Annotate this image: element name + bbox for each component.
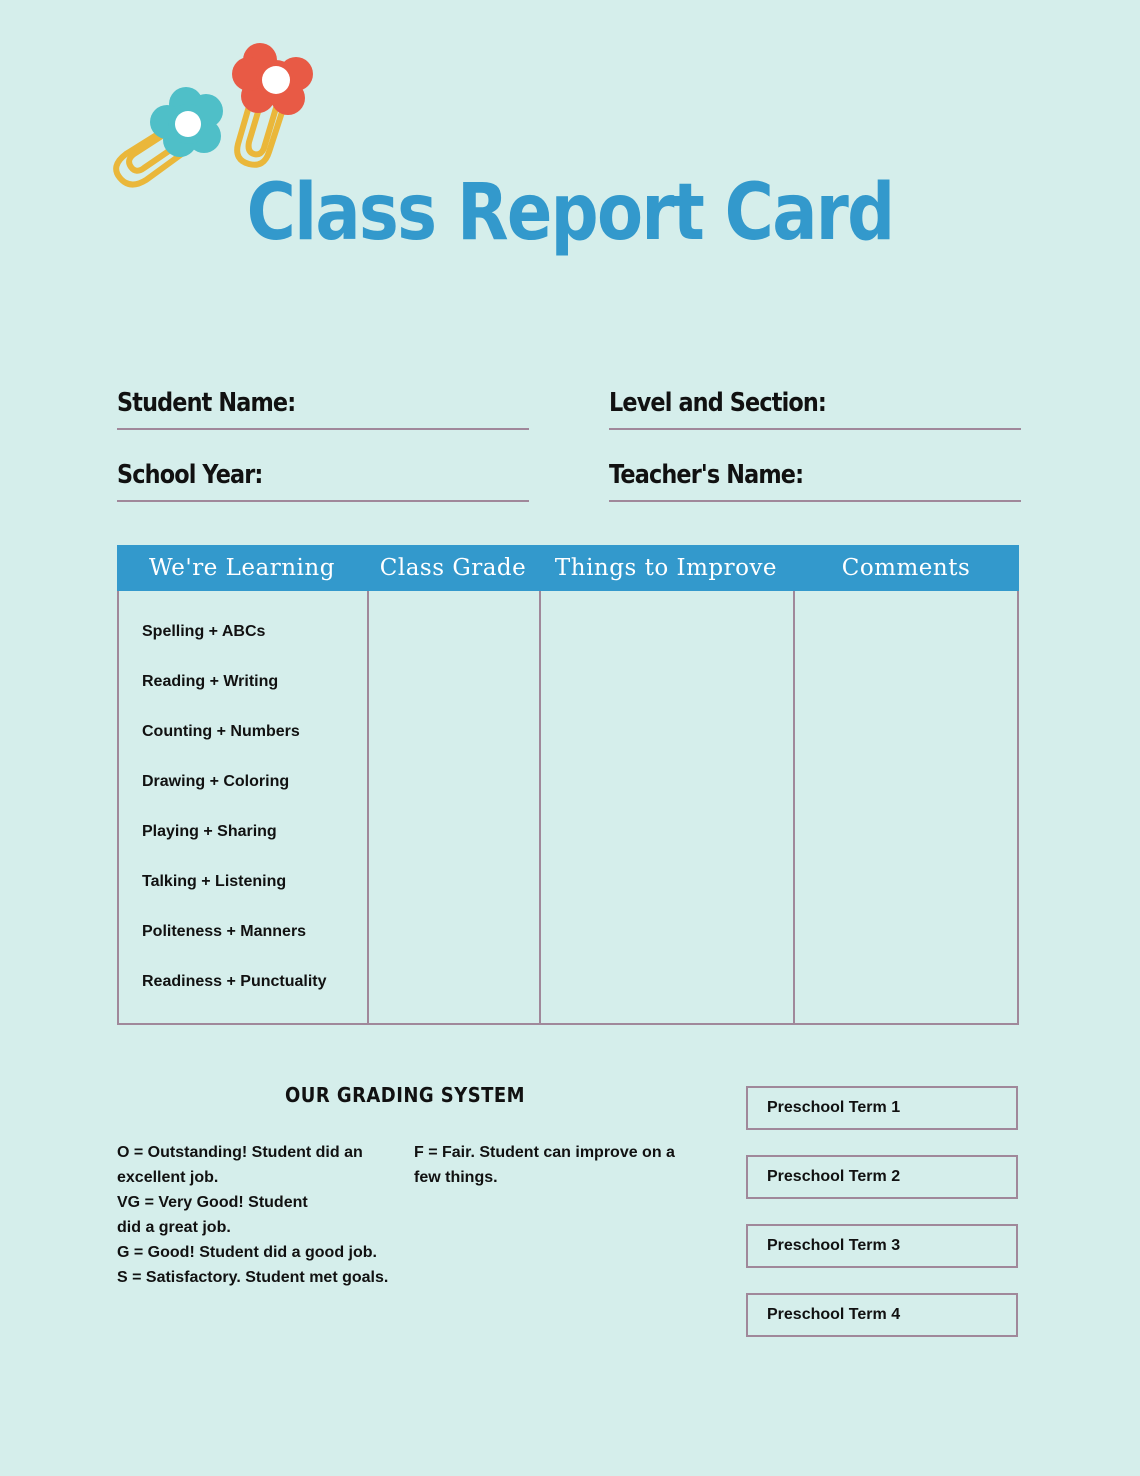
- term-label: Preschool Term 3: [767, 1237, 901, 1254]
- grading-line: did a great job.: [117, 1219, 231, 1236]
- subject-item: Readiness + Punctuality: [142, 973, 327, 990]
- subject-item: Drawing + Coloring: [142, 773, 290, 790]
- term-label: Preschool Term 4: [767, 1306, 901, 1323]
- subject-item: Reading + Writing: [142, 673, 279, 690]
- school-year-field[interactable]: [117, 448, 529, 502]
- grading-legend-left: [117, 1140, 388, 1290]
- grading-line: VG = Very Good! Student: [117, 1194, 308, 1211]
- header-learning: We're Learning: [149, 555, 335, 581]
- level-section-field[interactable]: [609, 376, 1021, 430]
- table-body: [117, 591, 1019, 1025]
- subject-item: Politeness + Manners: [142, 923, 307, 940]
- student-name-field[interactable]: [117, 376, 529, 430]
- header-class-grade: Class Grade: [379, 555, 527, 581]
- header-comments: Comments: [841, 555, 971, 581]
- grading-line: O = Outstanding! Student did an: [117, 1144, 363, 1161]
- term-box-2[interactable]: [746, 1155, 1018, 1199]
- header-things-to-improve: Things to Improve: [554, 555, 778, 581]
- grading-line: excellent job.: [117, 1169, 219, 1186]
- subject-item: Talking + Listening: [142, 873, 287, 890]
- grading-line: G = Good! Student did a good job.: [117, 1244, 377, 1261]
- column-divider: [539, 591, 541, 1023]
- student-name-label: Student Name:: [117, 388, 296, 418]
- term-box-4[interactable]: [746, 1293, 1018, 1337]
- column-divider: [367, 591, 369, 1023]
- subject-item: Spelling + ABCs: [142, 623, 266, 640]
- subject-item: Counting + Numbers: [142, 723, 300, 740]
- grading-system-title: OUR GRADING SYSTEM: [285, 1083, 525, 1107]
- term-label: Preschool Term 2: [767, 1168, 901, 1185]
- column-divider: [793, 591, 795, 1023]
- term-box-3[interactable]: [746, 1224, 1018, 1268]
- table-header: [117, 545, 1019, 591]
- level-section-label: Level and Section:: [609, 388, 827, 418]
- grading-line: few things.: [414, 1169, 498, 1186]
- school-year-label: School Year:: [117, 460, 263, 490]
- report-table: [117, 545, 1019, 1026]
- subject-item: Playing + Sharing: [142, 823, 277, 840]
- page-title: Class Report Card: [246, 168, 894, 258]
- teacher-name-label: Teacher's Name:: [609, 460, 804, 490]
- grading-line: F = Fair. Student can improve on a: [414, 1144, 675, 1161]
- term-label: Preschool Term 1: [767, 1099, 901, 1116]
- grading-line: S = Satisfactory. Student met goals.: [117, 1269, 389, 1286]
- grading-legend-right: [414, 1140, 675, 1190]
- teacher-name-field[interactable]: [609, 448, 1021, 502]
- term-box-1[interactable]: [746, 1086, 1018, 1130]
